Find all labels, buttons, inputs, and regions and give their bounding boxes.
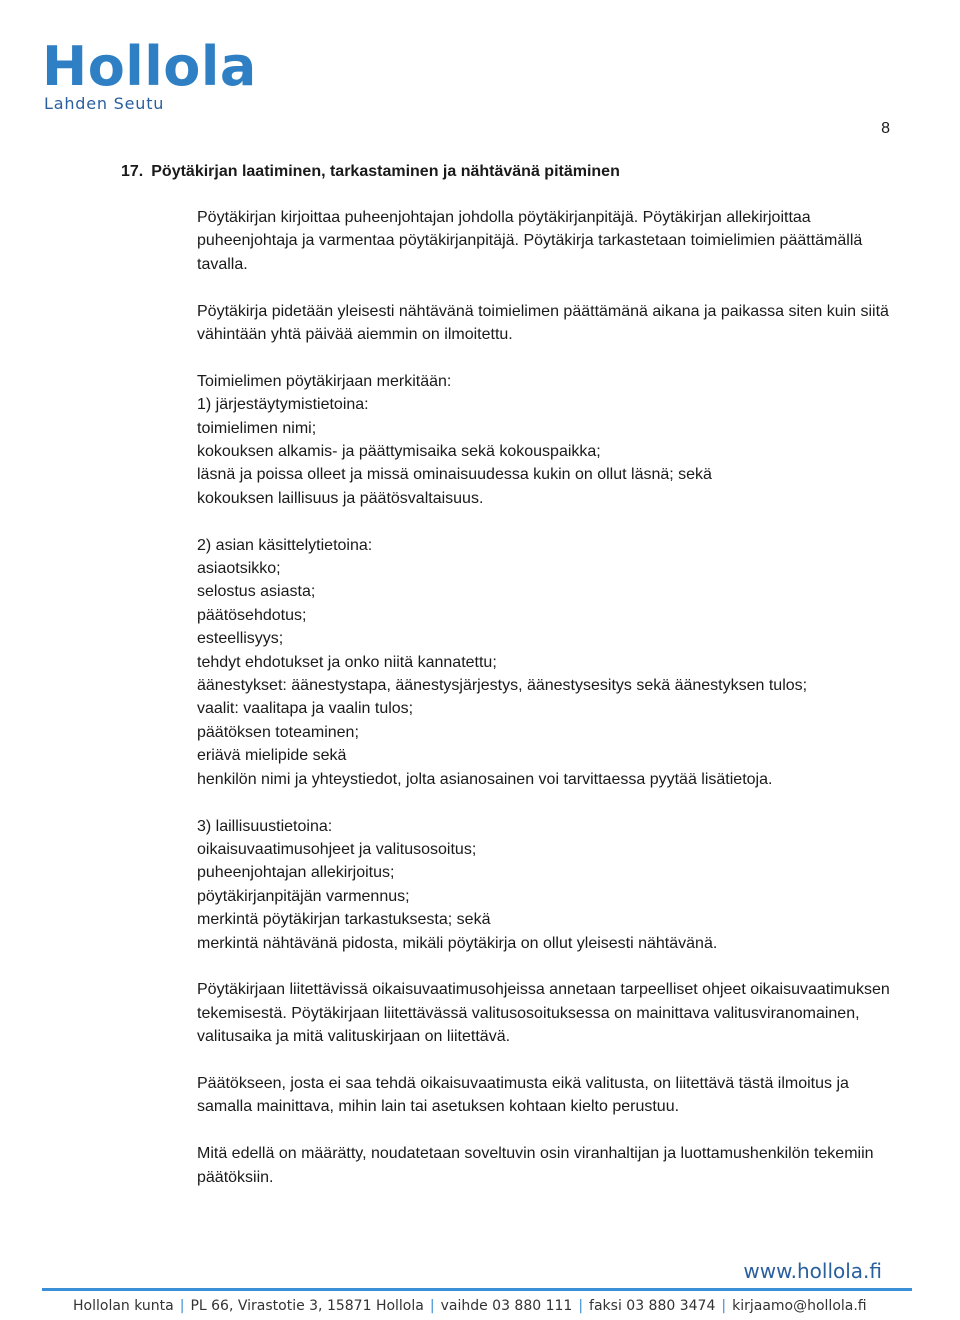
entries-intro: Toimielimen pöytäkirjaan merkitään: bbox=[197, 372, 452, 390]
paragraph-signing: Pöytäkirjan kirjoittaa puheenjohtajan johdolla pöytäkirjanpitäjä. Pöytäkirjan allekirjoittaa puheenjohtaja ja varmentaa pöytäkirjanpitäjä. Pöytäkirja tarkastetaan toimielimien päättämällä tavalla. bbox=[197, 209, 863, 273]
list-item: oikaisuvaatimusohjeet ja valitusosoitus; bbox=[197, 840, 477, 858]
list-item: vaalit: vaalitapa ja vaalin tulos; bbox=[197, 700, 414, 718]
hollola-logo bbox=[42, 35, 257, 113]
section-number: 17. bbox=[121, 163, 144, 180]
list-item: selostus asiasta; bbox=[197, 583, 316, 601]
section-title: Pöytäkirjan laatiminen, tarkastaminen ja nähtävänä pitäminen bbox=[151, 163, 620, 180]
footer-separator: | bbox=[721, 1298, 727, 1314]
list-item: esteellisyys; bbox=[197, 630, 284, 648]
logo-wordmark: Hollola bbox=[42, 35, 257, 98]
list-item: merkintä pöytäkirjan tarkastuksesta; sekä bbox=[197, 911, 491, 929]
page-number: 8 bbox=[881, 120, 890, 137]
footer-divider bbox=[42, 1288, 912, 1291]
entries-group-3 bbox=[197, 815, 897, 955]
paragraph-appeal-instructions: Pöytäkirjaan liitettävissä oikaisuvaatimusohjeissa annetaan tarpeelliset ohjeet oikaisuvaatimuksen tekemisestä. Pöytäkirjaan liitettävässä valitusosoituksessa on mainittava valitusviranomainen, valitusaika ja mitä valituskirjaan on liitettävä. bbox=[197, 981, 890, 1046]
list-item: puheenjohtajan allekirjoitus; bbox=[197, 864, 395, 882]
footer-email[interactable]: kirjaamo@hollola.fi bbox=[732, 1298, 867, 1314]
footer-contact bbox=[73, 1298, 867, 1314]
website-link[interactable]: www.hollola.fi bbox=[743, 1259, 882, 1283]
logo-tagline: Lahden Seutu bbox=[44, 94, 165, 113]
list-item: asiaotsikko; bbox=[197, 560, 281, 578]
footer-org: Hollolan kunta bbox=[73, 1298, 174, 1314]
list-item: päätösehdotus; bbox=[197, 606, 307, 624]
footer-separator: | bbox=[179, 1298, 185, 1314]
document-body bbox=[197, 206, 897, 1189]
section-heading bbox=[121, 163, 620, 181]
footer-separator: | bbox=[578, 1298, 584, 1314]
list-item: päätöksen toteaminen; bbox=[197, 723, 359, 741]
list-item: henkilön nimi ja yhteystiedot, jolta asianosainen voi tarvittaessa pyytää lisätietoja. bbox=[197, 770, 773, 788]
list-item: merkintä nähtävänä pidosta, mikäli pöytäkirja on ollut yleisesti nähtävänä. bbox=[197, 934, 718, 952]
footer-separator: | bbox=[429, 1298, 435, 1314]
list-item: pöytäkirjanpitäjän varmennus; bbox=[197, 887, 410, 905]
list-item: läsnä ja poissa olleet ja missä ominaisuudessa kukin on ollut läsnä; sekä bbox=[197, 466, 712, 484]
list-item: toimielimen nimi; bbox=[197, 419, 317, 437]
footer-phone: vaihde 03 880 111 bbox=[440, 1298, 573, 1314]
entries-group-2 bbox=[197, 534, 897, 791]
group-title: 3) laillisuustietoina: bbox=[197, 817, 333, 835]
paragraph-public-display: Pöytäkirja pidetään yleisesti nähtävänä toimielimen päättämänä aikana ja paikassa siten kuin siitä vähintään yhtä päivää aiemmin on ilmoitettu. bbox=[197, 302, 889, 344]
paragraph-no-appeal: Päätökseen, josta ei saa tehdä oikaisuvaatimusta eikä valitusta, on liitettävä tästä ilmoitus ja samalla mainittava, mihin lain tai asetuksen kohtaan kielto perustuu. bbox=[197, 1074, 849, 1116]
paragraph-officials: Mitä edellä on määrätty, noudatetaan soveltuvin osin viranhaltijan ja luottamushenkilön tekemiin päätöksiin. bbox=[197, 1145, 874, 1186]
footer-address: PL 66, Virastotie 3, 15871 Hollola bbox=[190, 1298, 424, 1314]
footer-fax: faksi 03 880 3474 bbox=[589, 1298, 716, 1314]
list-item: tehdyt ehdotukset ja onko niitä kannatettu; bbox=[197, 653, 497, 671]
list-item: äänestykset: äänestystapa, äänestysjärjestys, äänestysesitys sekä äänestyksen tulos; bbox=[197, 677, 808, 695]
group-title: 2) asian käsittelytietoina: bbox=[197, 536, 373, 554]
list-item: kokouksen laillisuus ja päätösvaltaisuus. bbox=[197, 489, 484, 507]
list-item: kokouksen alkamis- ja päättymisaika sekä kokouspaikka; bbox=[197, 443, 601, 461]
list-item: eriävä mielipide sekä bbox=[197, 747, 347, 765]
entries-group-1 bbox=[197, 370, 897, 510]
group-title: 1) järjestäytymistietoina: bbox=[197, 396, 369, 414]
